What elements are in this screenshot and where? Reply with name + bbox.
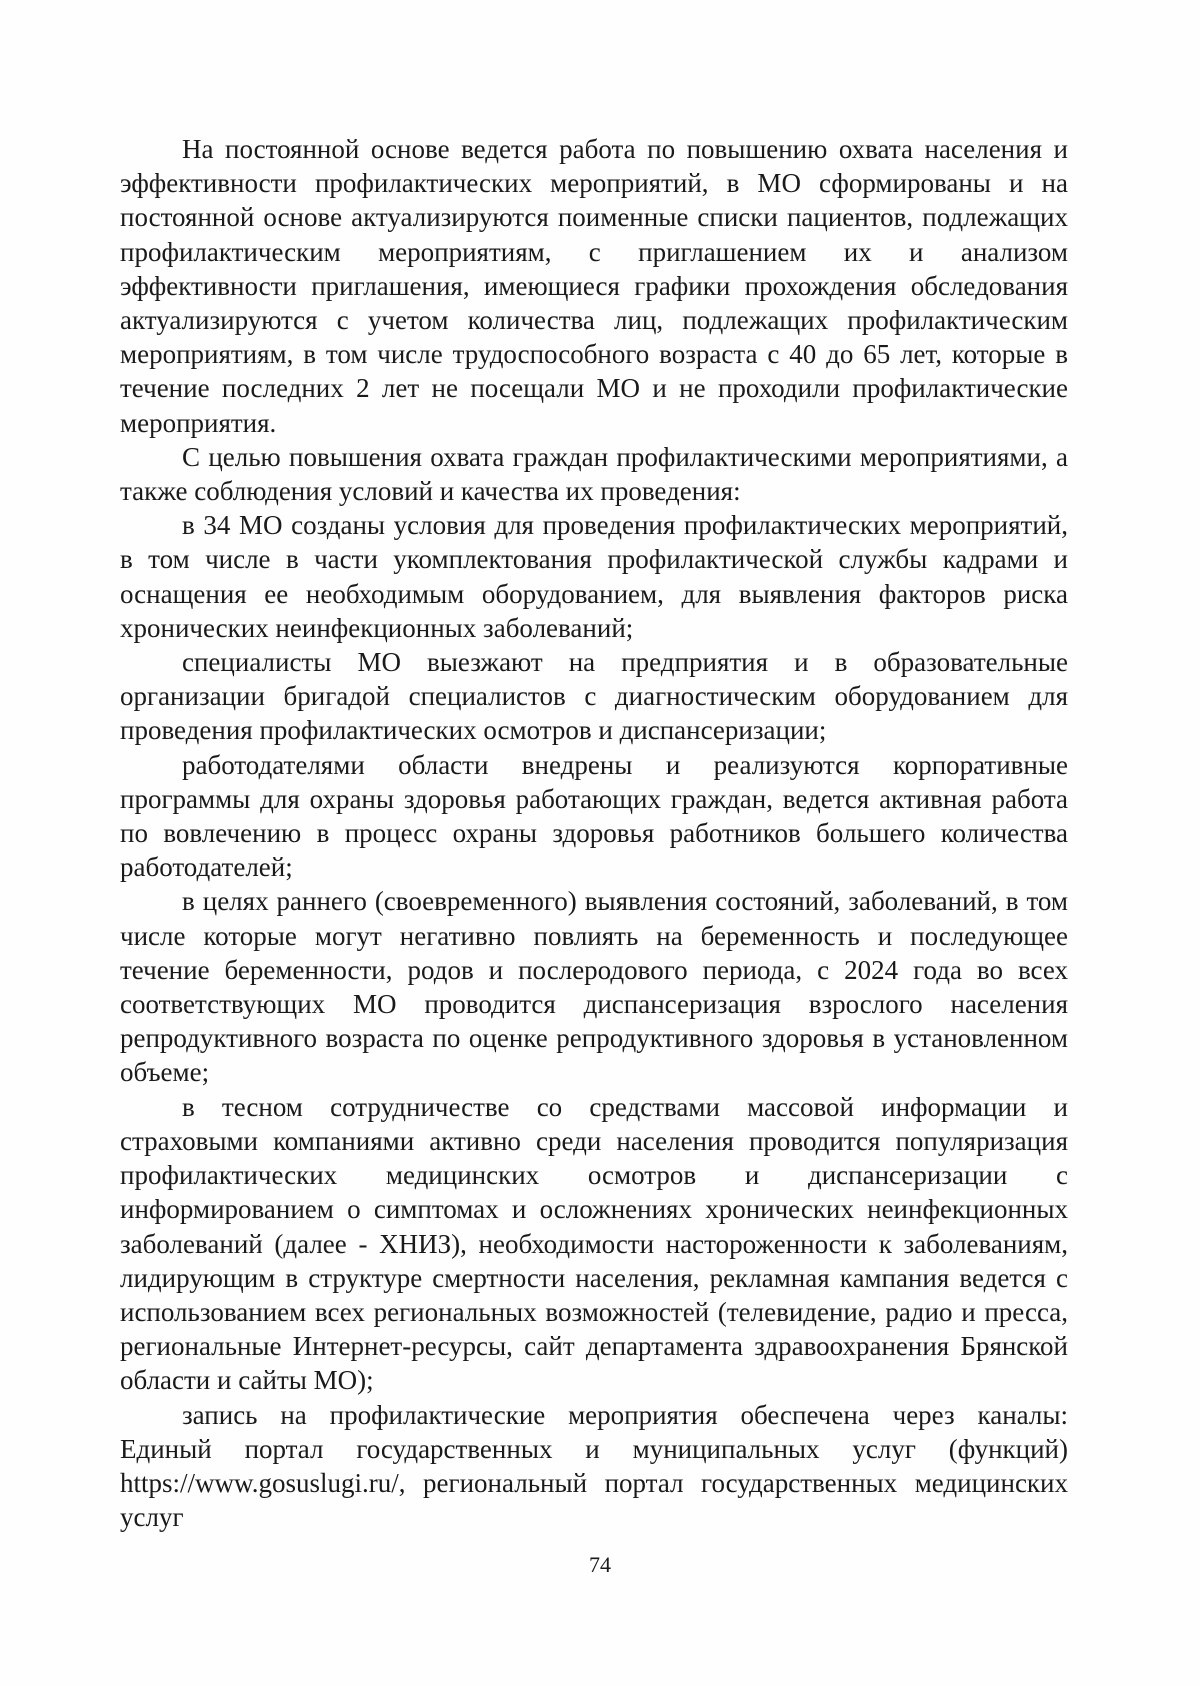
paragraph-2: С целью повышения охвата граждан профилактическими мероприятиями, а также соблюдения условий и качества их проведения: xyxy=(120,441,1068,507)
paragraph-5: работодателями области внедрены и реализуются корпоративные программы для охраны здоровья работающих граждан, ведется активная работа по вовлечению в процесс охраны здоровья работников большего количества работодателей; xyxy=(120,749,1068,883)
page-number: 74 xyxy=(589,1552,611,1577)
paragraph-8: запись на профилактические мероприятия обеспечена через каналы: Единый портал государственных и муниципальных услуг (функций) https://www.gosuslugi.ru/, региональный портал государственных медицинских услуг xyxy=(120,1399,1068,1533)
paragraph-1: На постоянной основе ведется работа по повышению охвата населения и эффективности профилактических мероприятий, в МО сформированы и на постоянной основе актуализируются поименные списки пациентов, подлежащих профилактическим мероприятиям, с приглашением их и анализом эффективности приглашения, имеющиеся графики прохождения обследования актуализируются с учетом количества лиц, подлежащих профилактическим мероприятиям, в том числе трудоспособного возраста с 40 до 65 лет, которые в течение последних 2 лет не посещали МО и не проходили профилактические мероприятия. xyxy=(120,134,1068,438)
paragraph-7: в тесном сотрудничестве со средствами массовой информации и страховыми компаниями активно среди населения проводится популяризация профилактических медицинских осмотров и диспансеризации с информированием о симптомах и осложнениях хронических неинфекционных заболеваний (далее - ХНИЗ), необходимости настороженности к заболеваниям, лидирующим в структуре смертности населения, рекламная кампания ведется с использованием всех региональных возможностей (телевидение, радио и пресса, региональные Интернет-ресурсы, сайт департамента здравоохранения Брянской области и сайты МО); xyxy=(120,1091,1068,1396)
paragraph-6: в целях раннего (своевременного) выявления состояний, заболеваний, в том числе которые могут негативно повлиять на беременность и последующее течение беременности, родов и послеродового периода, с 2024 года во всех соответствующих МО проводится диспансеризация взрослого населения репродуктивного возраста по оценке репродуктивного здоровья в установленном объеме; xyxy=(120,886,1068,1088)
paragraph-4: специалисты МО выезжают на предприятия и в образовательные организации бригадой специалистов с диагностическим оборудованием для проведения профилактических осмотров и диспансеризации; xyxy=(120,647,1068,746)
paragraph-3: в 34 МО созданы условия для проведения профилактических мероприятий, в том числе в части укомплектования профилактической службы кадрами и оснащения ее необходимым оборудованием, для выявления факторов риска хронических неинфекционных заболеваний; xyxy=(120,510,1068,643)
document-body xyxy=(120,132,1068,1534)
